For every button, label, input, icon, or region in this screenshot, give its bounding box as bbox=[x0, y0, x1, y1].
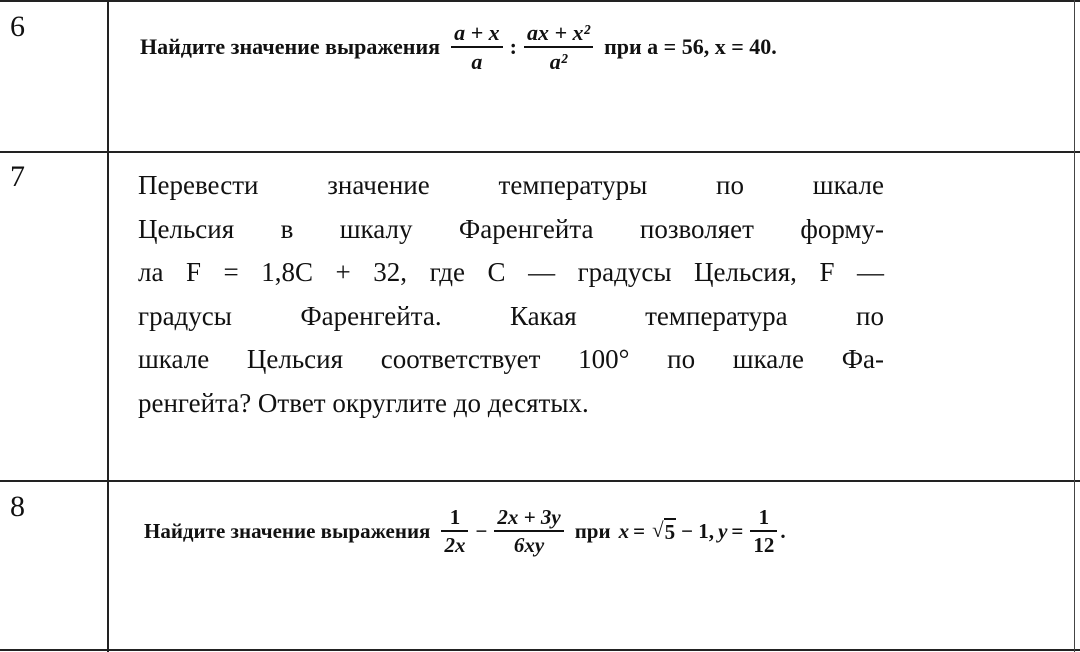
task-8-minus-one: − 1, bbox=[681, 518, 715, 543]
task-6-fraction-1 bbox=[451, 21, 503, 73]
task-6-fraction-1-denominator: a bbox=[471, 49, 483, 74]
task-8-when-word: при bbox=[574, 518, 611, 543]
task-7-line-5: шкале Цельсия соответствует 100° по шкале Фа- bbox=[138, 344, 884, 374]
row-7-top-border bbox=[0, 151, 1080, 153]
task-6-fraction-2-numerator: ax + x² bbox=[526, 19, 591, 45]
number-column-divider bbox=[107, 0, 109, 652]
task-6-division-sign: : bbox=[509, 34, 517, 59]
task-8-variable-y: y bbox=[718, 518, 728, 543]
task-8-end-period: . bbox=[780, 518, 786, 543]
task-8-radicand: 5 bbox=[664, 519, 676, 544]
task-8-fraction-3-denominator: 12 bbox=[753, 533, 775, 557]
task-number-6: 6 bbox=[10, 10, 25, 43]
row-8-top-border bbox=[0, 480, 1080, 482]
task-8-square-root bbox=[652, 518, 676, 545]
task-8-lead: Найдите значение выражения bbox=[144, 518, 431, 543]
task-number-7: 7 bbox=[10, 160, 25, 193]
task-6-conditions: при a = 56, x = 40. bbox=[604, 34, 777, 59]
task-7-statement bbox=[138, 164, 884, 425]
task-8-fraction-3-numerator: 1 bbox=[758, 504, 770, 529]
task-8-minus-sign: − bbox=[475, 518, 488, 543]
task-7-line-3: ла F = 1,8C + 32, где C — градусы Цельсия, F — bbox=[138, 257, 884, 287]
task-6-fraction-2-denominator: a² bbox=[549, 49, 568, 74]
task-8-fraction-2 bbox=[494, 506, 563, 556]
task-number-8: 8 bbox=[10, 490, 25, 523]
task-8-fraction-1 bbox=[441, 506, 468, 556]
task-7-line-4: градусы Фаренгейта. Какая температура по bbox=[138, 300, 884, 331]
task-7-line-1: Перевести значение температуры по шкале bbox=[138, 170, 884, 200]
task-8-fraction-2-denominator: 6xy bbox=[513, 533, 545, 557]
task-8-variable-x: x bbox=[618, 518, 630, 543]
square-root-icon: √ bbox=[652, 517, 664, 542]
task-7-line-6: ренгейта? Ответ округлите до десятых. bbox=[138, 387, 589, 418]
task-8-equals-x: = bbox=[633, 518, 646, 543]
task-8-equals-y: = bbox=[731, 518, 744, 543]
task-8-statement bbox=[144, 497, 786, 565]
task-7-line-2: Цельсия в шкалу Фаренгейта позволяет форму- bbox=[138, 213, 884, 244]
task-6-fraction-2 bbox=[524, 21, 593, 73]
row-6-top-border bbox=[0, 0, 1080, 2]
table-bottom-border bbox=[0, 649, 1080, 651]
task-8-fraction-3 bbox=[750, 506, 777, 556]
task-8-fraction-1-numerator: 1 bbox=[449, 504, 461, 529]
task-6-statement bbox=[140, 14, 777, 80]
task-6-lead: Найдите значение выражения bbox=[140, 34, 441, 59]
task-8-fraction-1-denominator: 2x bbox=[444, 533, 466, 557]
task-8-fraction-2-numerator: 2x + 3y bbox=[497, 504, 561, 529]
task-6-fraction-1-numerator: a + x bbox=[454, 19, 500, 45]
table-right-border bbox=[1074, 0, 1075, 652]
